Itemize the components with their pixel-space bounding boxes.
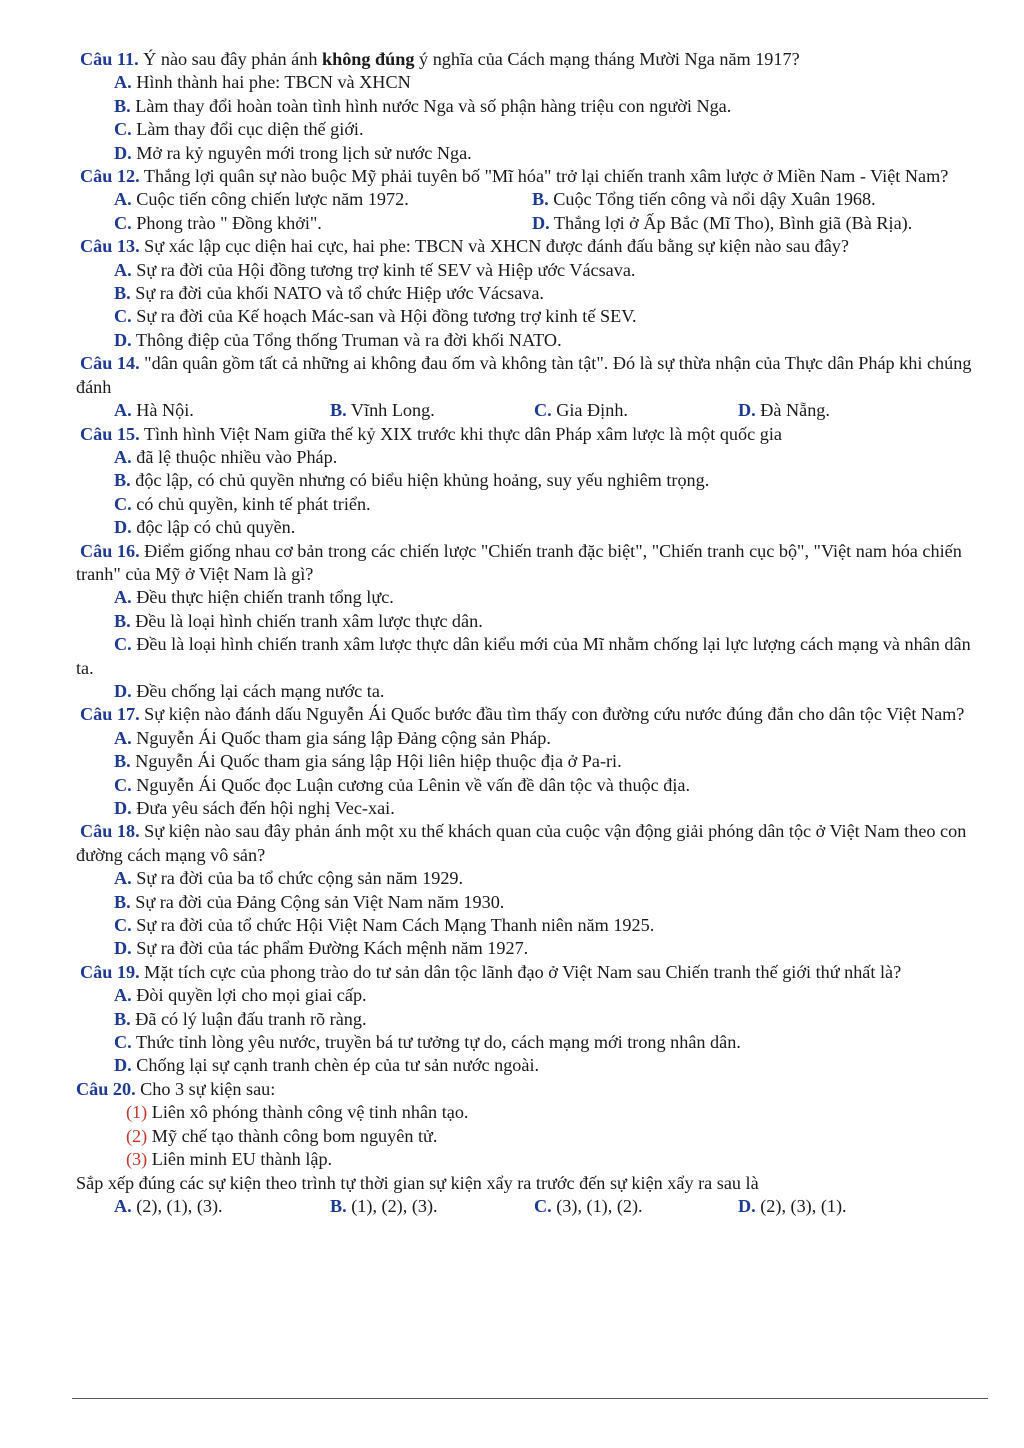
question-17 xyxy=(76,703,988,820)
option-b: B. Cuộc Tổng tiến công và nổi dậy Xuân 1968. xyxy=(532,189,876,210)
option-b: B. Vĩnh Long. xyxy=(330,400,435,421)
option-c: C. Sự ra đời của Kế hoạch Mác-san và Hội đồng tương trợ kinh tế SEV. xyxy=(114,306,637,327)
option-c: C. (3), (1), (2). xyxy=(534,1195,643,1216)
option-c: C. Sự ra đời của tổ chức Hội Việt Nam Cách Mạng Thanh niên năm 1925. xyxy=(114,915,655,936)
question-stem: Câu 18. Sự kiện nào sau đây phản ánh một xu thế khách quan của cuộc vận động giải phóng dân tộc ở Việt Nam theo con đường cách mạng vô sản? xyxy=(76,821,967,865)
question-number: Câu 13. xyxy=(80,236,140,257)
option-d: D. Mở ra kỷ nguyên mới trong lịch sử nước Nga. xyxy=(114,142,472,163)
question-stem: Câu 13. Sự xác lập cục diện hai cực, hai phe: TBCN và XHCN được đánh đấu bằng sự kiện nào sau đây? xyxy=(80,236,849,257)
option-b: B. độc lập, có chủ quyền nhưng có biểu hiện khủng hoảng, suy yếu nghiêm trọng. xyxy=(114,470,710,491)
option-b: B. (1), (2), (3). xyxy=(330,1195,438,1216)
option-a: A. Nguyễn Ái Quốc tham gia sáng lập Đảng cộng sản Pháp. xyxy=(114,727,551,748)
question-12 xyxy=(76,165,988,235)
option-a: A. Đều thực hiện chiến tranh tổng lực. xyxy=(114,587,394,608)
option-a: A. Sự ra đời của ba tổ chức cộng sản năm 1929. xyxy=(114,868,464,889)
option-d: D. (2), (3), (1). xyxy=(738,1195,847,1216)
emphasis-text: không đúng xyxy=(321,49,415,69)
event-item: (3) Liên minh EU thành lập. xyxy=(126,1149,333,1170)
question-19 xyxy=(76,961,988,1078)
option-c: C. Đều là loại hình chiến tranh xâm lược thực dân kiểu mới của Mĩ nhằm chống lại lực lượng cách mạng và nhân dân ta. xyxy=(76,634,971,678)
option-d: D. độc lập có chủ quyền. xyxy=(114,517,296,538)
question-stem: Câu 16. Điểm giống nhau cơ bản trong các chiến lược "Chiến tranh đặc biệt", "Chiến tranh cục bộ", "Việt nam hóa chiến tranh" của Mỹ ở Việt Nam là gì? xyxy=(76,540,962,584)
question-stem: Câu 11. Ý nào sau đây phản ánh không đúng ý nghĩa của Cách mạng tháng Mười Nga năm 1917? xyxy=(80,49,800,69)
question-number: Câu 19. xyxy=(80,961,140,982)
option-a: A. Sự ra đời của Hội đồng tương trợ kinh tế SEV và Hiệp ước Vácsava. xyxy=(114,259,636,280)
option-c: C. Gia Định. xyxy=(534,400,628,421)
option-d: D. Chống lại sự cạnh tranh chèn ép của tư sản nước ngoài. xyxy=(114,1055,540,1076)
question-prompt: Sắp xếp đúng các sự kiện theo trình tự thời gian sự kiện xẩy ra trước đến sự kiện xẩy ra sau là xyxy=(76,1172,759,1193)
options-row xyxy=(76,1195,988,1218)
question-number: Câu 14. xyxy=(80,353,140,374)
question-number: Câu 16. xyxy=(80,540,140,561)
option-a: A. Hà Nội. xyxy=(114,400,194,421)
question-14 xyxy=(76,352,988,422)
footer-divider xyxy=(72,1398,988,1399)
question-stem: Câu 20. Cho 3 sự kiện sau: xyxy=(76,1078,276,1099)
event-item: (2) Mỹ chế tạo thành công bom nguyên tử. xyxy=(126,1125,438,1146)
option-c: C. Thức tỉnh lòng yêu nước, truyền bá tư tưởng tự do, cách mạng mới trong nhân dân. xyxy=(114,1032,741,1053)
question-15 xyxy=(76,423,988,540)
question-stem: Câu 17. Sự kiện nào đánh dấu Nguyễn Ái Quốc bước đầu tìm thấy con đường cứu nước đúng đắn cho dân tộc Việt Nam? xyxy=(80,704,965,725)
question-number: Câu 11. xyxy=(80,49,139,69)
question-number: Câu 18. xyxy=(80,821,140,842)
option-d: D. Sự ra đời của tác phẩm Đường Kách mệnh năm 1927. xyxy=(114,938,529,959)
question-stem: Câu 19. Mặt tích cực của phong trào do tư sản dân tộc lãnh đạo ở Việt Nam sau Chiến tranh thế giới thứ nhất là? xyxy=(80,961,902,982)
options-row xyxy=(76,399,988,422)
event-item: (1) Liên xô phóng thành công vệ tinh nhân tạo. xyxy=(126,1102,469,1123)
option-c: C. có chủ quyền, kinh tế phát triển. xyxy=(114,493,371,514)
option-b: B. Sự ra đời của Đảng Cộng sản Việt Nam năm 1930. xyxy=(114,891,505,912)
question-20 xyxy=(76,1078,988,1218)
option-c: C. Phong trào " Đồng khởi". xyxy=(114,212,322,233)
option-d: D. Thắng lợi ở Ấp Bắc (Mĩ Tho), Bình giã (Bà Rịa). xyxy=(532,212,913,233)
question-16 xyxy=(76,540,988,704)
option-d: D. Đều chống lại cách mạng nước ta. xyxy=(114,680,385,701)
option-b: B. Nguyễn Ái Quốc tham gia sáng lập Hội liên hiệp thuộc địa ở Pa-ri. xyxy=(114,751,622,772)
option-a: A. Đòi quyền lợi cho mọi giai cấp. xyxy=(114,985,367,1006)
option-d: D. Thông điệp của Tổng thống Truman và ra đời khối NATO. xyxy=(114,329,562,350)
option-b: B. Đã có lý luận đấu tranh rõ ràng. xyxy=(114,1008,367,1029)
question-number: Câu 17. xyxy=(80,704,140,725)
option-b: B. Sự ra đời của khối NATO và tổ chức Hiệp ước Vácsava. xyxy=(114,283,544,304)
option-a: A. Cuộc tiến công chiến lược năm 1972. xyxy=(114,189,409,210)
option-d: D. Đà Nẵng. xyxy=(738,400,830,421)
option-b: B. Làm thay đổi hoàn toàn tình hình nước Nga và số phận hàng triệu con người Nga. xyxy=(114,95,732,116)
question-11 xyxy=(76,48,988,165)
question-number: Câu 12. xyxy=(80,166,140,187)
question-stem: Câu 15. Tình hình Việt Nam giữa thế kỷ XIX trước khi thực dân Pháp xâm lược là một quốc gia xyxy=(80,423,782,444)
option-c: C. Nguyễn Ái Quốc đọc Luận cương của Lênin về vấn đề dân tộc và thuộc địa. xyxy=(114,774,691,795)
option-d: D. Đưa yêu sách đến hội nghị Vec-xai. xyxy=(114,798,395,818)
option-c: C. Làm thay đổi cục diện thế giới. xyxy=(114,119,364,140)
question-13 xyxy=(76,235,988,352)
question-number: Câu 15. xyxy=(80,423,140,444)
option-b: B. Đều là loại hình chiến tranh xâm lược thực dân. xyxy=(114,610,483,631)
question-18 xyxy=(76,820,988,960)
options-row xyxy=(76,188,988,235)
option-a: A. (2), (1), (3). xyxy=(114,1195,223,1216)
question-stem: Câu 12. Thắng lợi quân sự nào buộc Mỹ phải tuyên bố "Mĩ hóa" trở lại chiến tranh xâm lược ở Miền Nam - Việt Nam? xyxy=(80,166,949,187)
exam-page xyxy=(76,48,988,1218)
option-a: A. đã lệ thuộc nhiều vào Pháp. xyxy=(114,446,338,467)
question-stem: Câu 14. "dân quân gồm tất cả những ai không đau ốm và không tàn tật". Đó là sự thừa nhận của Thực dân Pháp khi chúng đánh xyxy=(76,353,972,397)
question-number: Câu 20. xyxy=(76,1078,136,1099)
option-a: A. Hình thành hai phe: TBCN và XHCN xyxy=(114,72,411,93)
